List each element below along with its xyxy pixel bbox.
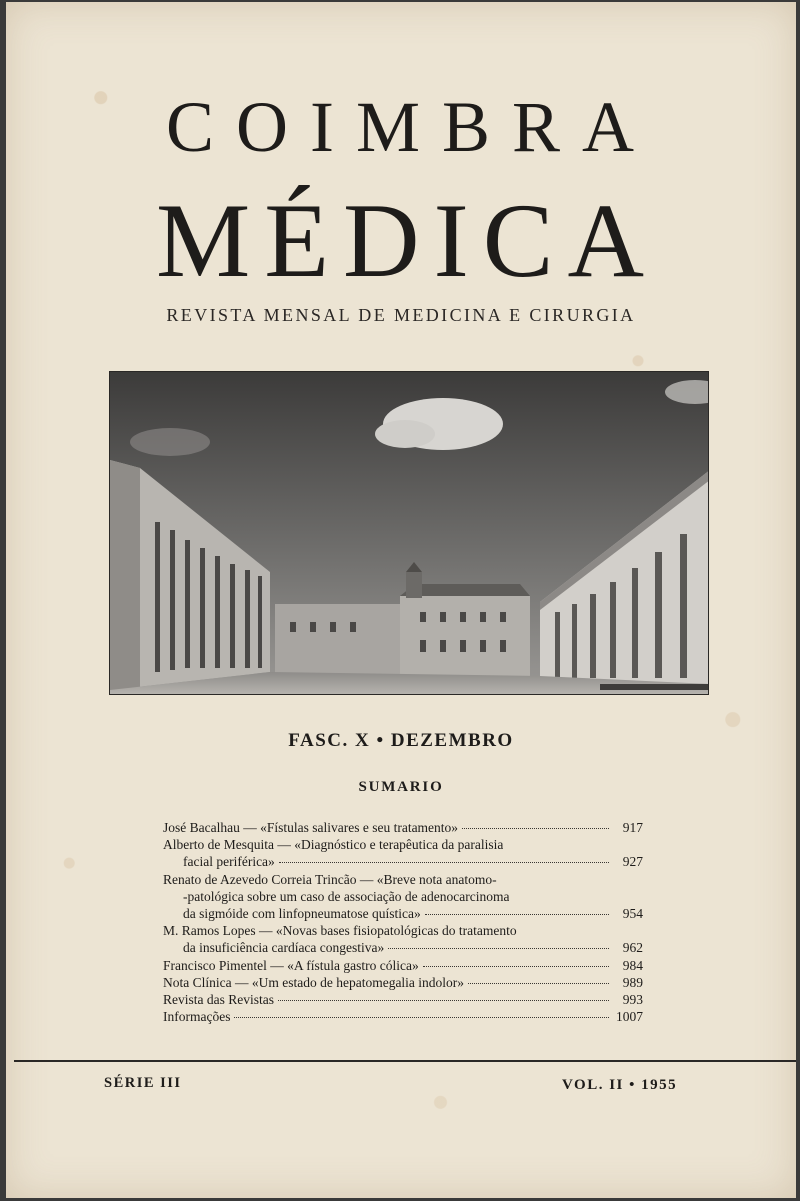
toc-text: Renato de Azevedo Correia Trincão — «Breve nota anatomo- [163, 871, 497, 887]
toc-line [163, 820, 643, 837]
toc-line [163, 889, 643, 906]
toc-line [163, 940, 643, 957]
leader-dots [425, 914, 609, 915]
toc-text: -patológica sobre um caso de associação de adenocarcinoma [183, 888, 510, 904]
series-label: SÉRIE III [104, 1075, 182, 1091]
toc-text: José Bacalhau — «Fístulas salivares e seu tratamento» [163, 820, 459, 835]
toc-line [163, 872, 643, 889]
toc-text: facial periférica» [183, 854, 275, 870]
journal-title-line1: COIMBRA [165, 87, 657, 167]
leader-dots [388, 948, 609, 949]
toc-line [163, 992, 643, 1009]
toc-page: 962 [622, 940, 643, 956]
journal-subtitle: REVISTA MENSAL DE MEDICINA E CIRURGIA [166, 305, 636, 325]
summary-heading: SUMARIO [358, 779, 444, 795]
toc-text: Alberto de Mesquita — «Diagnóstico e terapêutica da paralisia [163, 837, 504, 853]
toc-text: da insuficiência cardíaca congestiva» [183, 940, 385, 956]
leader-dots [234, 1017, 609, 1018]
toc-line [163, 906, 643, 923]
toc-page: 984 [622, 957, 643, 973]
issue-label: FASC. X • DEZEMBRO [288, 730, 514, 751]
toc-page: 1007 [616, 1009, 643, 1025]
toc-text: M. Ramos Lopes — «Novas bases fisiopatológicas do tratamento [163, 923, 517, 939]
journal-title-line2: MÉDICA [155, 182, 659, 299]
leader-dots [462, 828, 609, 829]
toc-line [163, 975, 643, 992]
toc-page: 954 [622, 905, 643, 921]
toc-text: Revista das Revistas [163, 991, 274, 1007]
toc-line [163, 1009, 643, 1026]
toc-page: 993 [622, 991, 643, 1007]
footer-rule [14, 1060, 796, 1062]
toc-page: 917 [622, 820, 643, 835]
toc-text: Nota Clínica — «Um estado de hepatomegalia indolor» [163, 974, 465, 990]
toc-line [163, 837, 643, 854]
volume-label: VOL. II • 1955 [562, 1077, 678, 1093]
toc-line [163, 854, 643, 871]
leader-dots [468, 983, 609, 984]
leader-dots [423, 966, 609, 967]
toc-text: Francisco Pimentel — «A fístula gastro cólica» [163, 957, 419, 973]
toc-line [163, 923, 643, 940]
toc-page: 927 [622, 854, 643, 870]
journal-cover [6, 2, 796, 1198]
toc-line [163, 958, 643, 975]
toc-page: 989 [622, 974, 643, 990]
leader-dots [279, 862, 609, 863]
toc-text: da sigmóide com linfopneumatose quística» [183, 905, 421, 921]
cover-photograph [109, 371, 709, 695]
table-of-contents [163, 820, 643, 1026]
toc-text: Informações [163, 1009, 231, 1025]
leader-dots [278, 1000, 609, 1001]
